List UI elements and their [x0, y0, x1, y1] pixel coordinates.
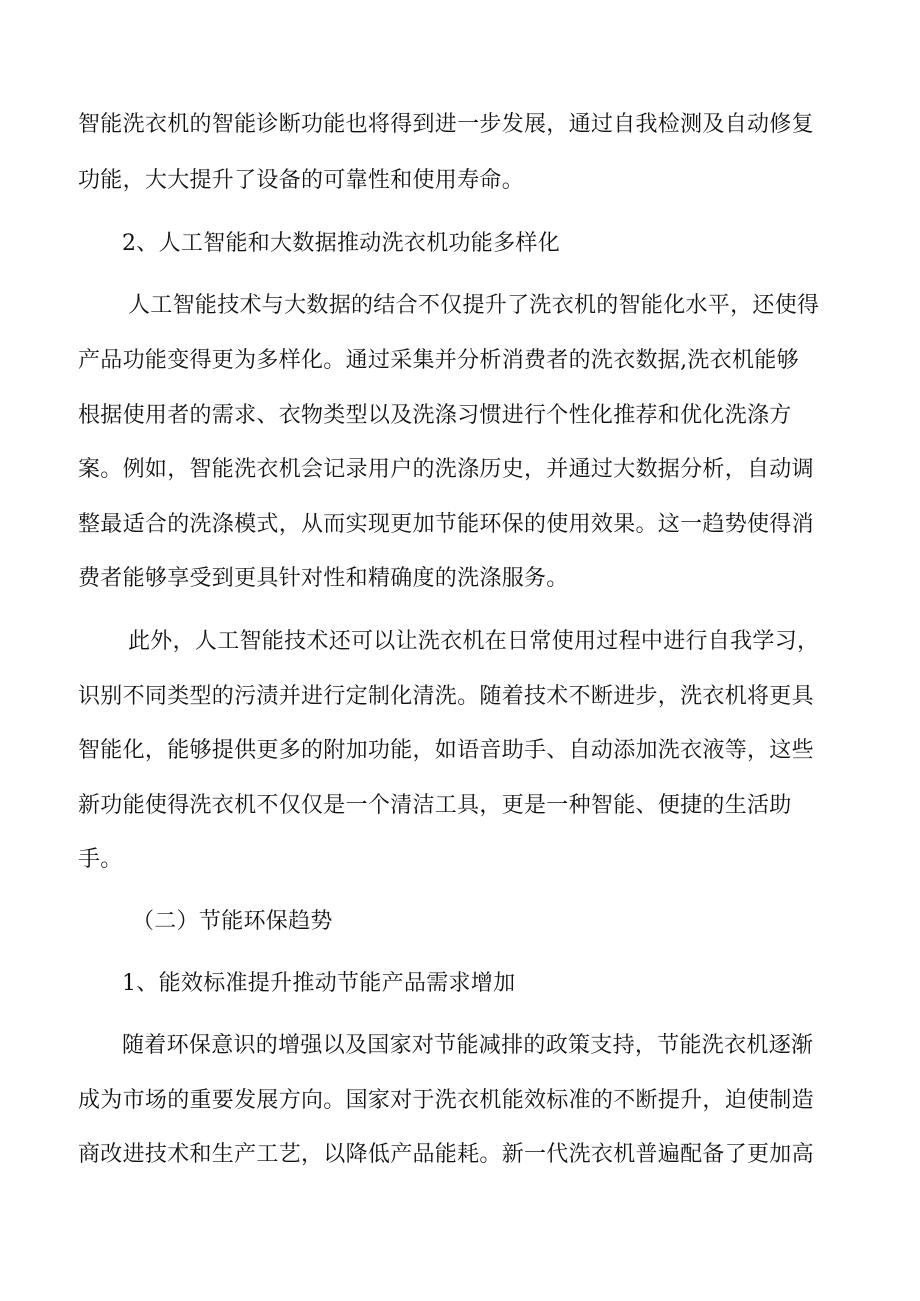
paragraph-3-line-1: 此外，人工智能技术还可以让洗衣机在日常使用过程中进行自我学习，: [128, 629, 820, 654]
paragraph-4-line-1: 随着环保意识的增强以及国家对节能减排的政策支持，节能洗衣机逐渐: [122, 1033, 814, 1058]
paragraph-2-line-2: 产品功能变得更为多样化。通过采集并分析消费者的洗衣数据,洗衣机能够: [78, 348, 799, 373]
subheading-1: 1、能效标准提升推动节能产品需求增加: [122, 971, 516, 996]
paragraph-3-line-4: 新功能使得洗衣机不仅仅是一个清洁工具，更是一种智能、便捷的生活助: [78, 793, 792, 818]
paragraph-2-line-6: 费者能够享受到更具针对性和精确度的洗涤服务。: [78, 566, 569, 591]
paragraph-1-line-2: 功能，大大提升了设备的可靠性和使用寿命。: [78, 168, 525, 193]
paragraph-2-line-4: 案。例如，智能洗衣机会记录用户的洗涤历史，并通过大数据分析，自动调: [78, 457, 814, 482]
paragraph-4-line-3: 商改进技术和生产工艺，以降低产品能耗。新一代洗衣机普遍配备了更加高: [78, 1142, 814, 1167]
paragraph-1-line-1: 智能洗衣机的智能诊断功能也将得到进一步发展，通过自我检测及自动修复: [78, 112, 814, 137]
paragraph-4-line-2: 成为市场的重要发展方向。国家对于洗衣机能效标准的不断提升，迫使制造: [78, 1088, 814, 1113]
paragraph-2-line-5: 整最适合的洗涤模式，从而实现更加节能环保的使用效果。这一趋势使得消: [78, 512, 814, 537]
paragraph-3-line-3: 智能化，能够提供更多的附加功能，如语音助手、自动添加洗衣液等，这些: [78, 738, 814, 763]
paragraph-2-line-3: 根据使用者的需求、衣物类型以及洗涤习惯进行个性化推荐和优化洗涤方: [78, 403, 792, 428]
section-heading: （二）节能环保趋势: [132, 909, 333, 934]
paragraph-3-line-5: 手。: [78, 847, 123, 872]
paragraph-2-line-1: 人工智能技术与大数据的结合不仅提升了洗衣机的智能化水平，还使得: [128, 293, 820, 318]
paragraph-3-line-2: 识别不同类型的污渍并进行定制化清洗。随着技术不断进步，洗衣机将更具: [78, 684, 814, 709]
subheading-2: 2、人工智能和大数据推动洗衣机功能多样化: [122, 231, 560, 256]
